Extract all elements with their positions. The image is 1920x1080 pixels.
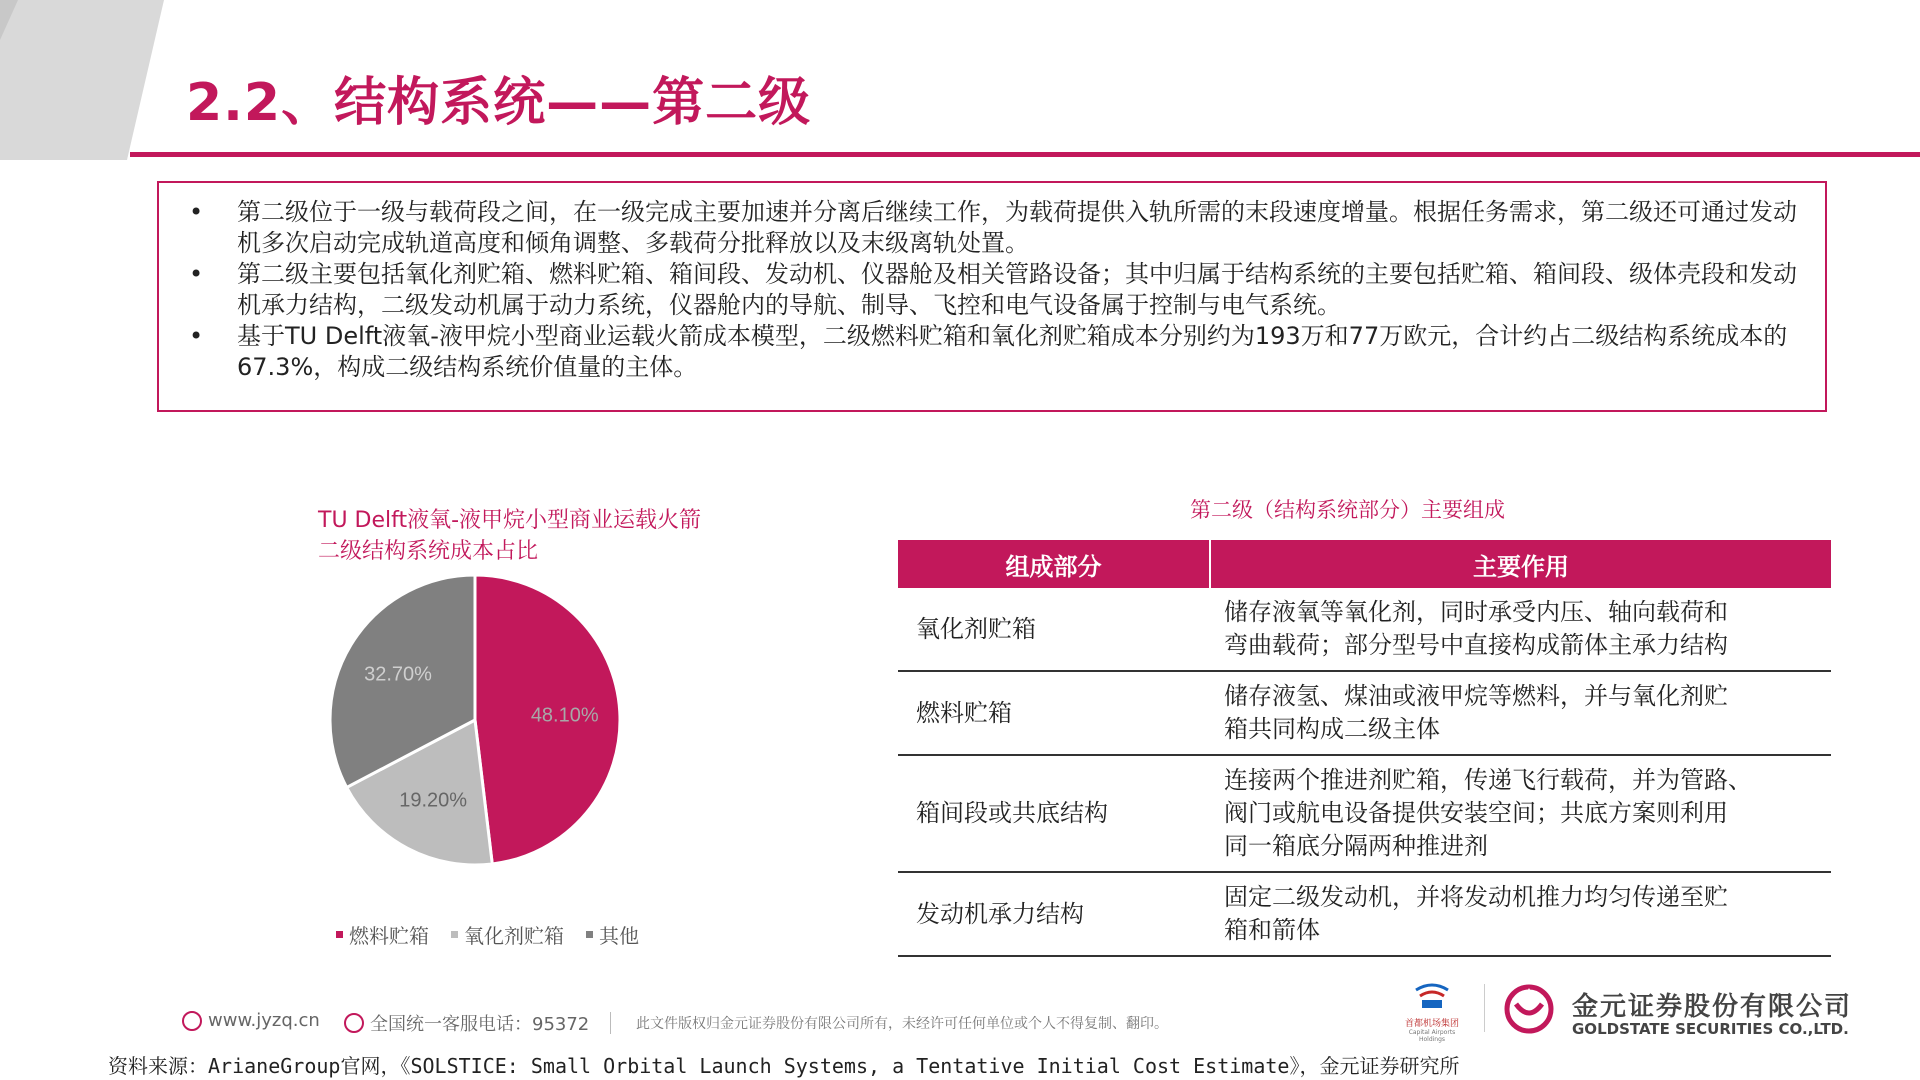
corner-decoration	[0, 0, 170, 160]
summary-bullet-2: • 第二级主要包括氧化剂贮箱、燃料贮箱、箱间段、发动机、仪器舱及相关管路设备；其中归属于结构系统的主要包括贮箱、箱间段、级体壳段和发动机承力结构，二级发动机属于动力系统，仪器舱内的导航、制导、飞控和电气设备属于控制与电气系统。	[237, 259, 1805, 321]
table-row	[898, 671, 1831, 755]
pie-data-label-1: 48.10%	[530, 704, 599, 727]
title-underline	[130, 152, 1920, 157]
goldstate-logo-icon	[1494, 982, 1564, 1036]
function-line: 同一箱底分隔两种推进剂	[1224, 832, 1488, 860]
table-header-row	[898, 540, 1831, 588]
chart-title-line-2: 二级结构系统成本占比	[318, 539, 539, 564]
chart-title-line-1: TU Delft液氧-液甲烷小型商业运载火箭	[318, 508, 702, 533]
function-line: 箱和箭体	[1224, 916, 1320, 944]
function-line: 箱共同构成二级主体	[1224, 715, 1440, 743]
table-cell-component: 燃料贮箱	[898, 671, 1210, 755]
company-name-cn: 金元证券股份有限公司	[1572, 992, 1853, 1022]
table-cell-function	[1210, 671, 1831, 755]
footer-divider	[610, 1012, 611, 1034]
legend-swatch-oxidizer-tank	[451, 931, 458, 938]
chart-title	[318, 505, 758, 567]
table-caption: 第二级（结构系统部分）主要组成	[1190, 498, 1505, 522]
function-line: 储存液氢、煤油或液甲烷等燃料，并与氧化剂贮	[1224, 682, 1728, 710]
legend-swatch-fuel-tank	[336, 931, 343, 938]
legend-label-other: 其他	[599, 926, 639, 948]
legend-label-fuel-tank: 燃料贮箱	[349, 926, 429, 948]
page-title: 2.2、结构系统——第二级	[186, 73, 812, 133]
legend-item-fuel-tank	[336, 920, 429, 949]
chart-legend	[336, 920, 639, 949]
table-cell-function	[1210, 755, 1831, 872]
company-name-en: GOLDSTATE SECURITIES CO.,LTD.	[1572, 1020, 1849, 1038]
legend-swatch-other	[586, 931, 593, 938]
airport-logo-en: Capital Airports Holdings	[1408, 1029, 1456, 1043]
function-line: 储存液氧等氧化剂，同时承受内压、轴向载荷和	[1224, 598, 1728, 626]
summary-box	[157, 181, 1827, 412]
pie-data-label-3: 32.70%	[364, 663, 432, 686]
function-line: 阀门或航电设备提供安装空间；共底方案则利用	[1224, 799, 1728, 827]
table-cell-function	[1210, 588, 1831, 671]
table-cell-component: 箱间段或共底结构	[898, 755, 1210, 872]
footer-hotline	[344, 1010, 589, 1036]
table-row	[898, 872, 1831, 956]
footer-copyright: 此文件版权归金元证券股份有限公司所有，未经许可任何单位或个人不得复制、翻印。	[636, 1016, 1168, 1032]
summary-list	[159, 183, 1825, 383]
pie-chart	[320, 565, 630, 875]
summary-bullet-1: • 第二级位于一级与载荷段之间，在一级完成主要加速并分离后继续工作，为载荷提供入轨所需的末段速度增量。根据任务需求，第二级还可通过发动机多次启动完成轨道高度和倾角调整、多载荷分批释放以及末级离轨处置。	[237, 197, 1805, 259]
airport-emblem-icon	[1412, 982, 1452, 1012]
table-cell-component: 发动机承力结构	[898, 872, 1210, 956]
table-row	[898, 755, 1831, 872]
globe-icon	[182, 1011, 202, 1031]
footer-website-text: www.jyzq.cn	[208, 1010, 320, 1031]
legend-label-oxidizer-tank: 氧化剂贮箱	[464, 926, 564, 948]
function-line: 弯曲载荷；部分型号中直接构成箭体主承力结构	[1224, 631, 1728, 659]
function-line: 固定二级发动机，并将发动机推力均匀传递至贮	[1224, 883, 1728, 911]
airport-logo	[1397, 982, 1467, 1043]
table-cell-component: 氧化剂贮箱	[898, 588, 1210, 671]
function-line: 连接两个推进剂贮箱，传递飞行载荷，并为管路、	[1224, 766, 1752, 794]
logo-separator	[1484, 984, 1485, 1032]
footer-hotline-text: 全国统一客服电话：95372	[370, 1014, 590, 1035]
footer-website	[182, 1010, 320, 1031]
table-header-function: 主要作用	[1210, 540, 1831, 588]
summary-bullet-3: • 基于TU Delft液氧-液甲烷小型商业运载火箭成本模型，二级燃料贮箱和氧化剂贮箱成本分别约为193万和77万欧元，合计约占二级结构系统成本的67.3%，构成二级结构系统价值量的主体。	[237, 321, 1805, 383]
table-header-component: 组成部分	[898, 540, 1210, 588]
phone-icon	[344, 1013, 364, 1033]
source-note: 资料来源：ArianeGroup官网，《SOLSTICE: Small Orbital Launch Systems, a Tentative Initial Cost Estimate》，金元证券研究所	[108, 1054, 1460, 1078]
legend-item-oxidizer-tank	[451, 920, 564, 949]
table-row	[898, 588, 1831, 671]
table-cell-function	[1210, 872, 1831, 956]
pie-data-label-2: 19.20%	[399, 789, 468, 812]
airport-logo-cn: 首都机场集团	[1404, 1019, 1459, 1029]
legend-item-other	[586, 920, 639, 949]
composition-table	[898, 540, 1831, 957]
